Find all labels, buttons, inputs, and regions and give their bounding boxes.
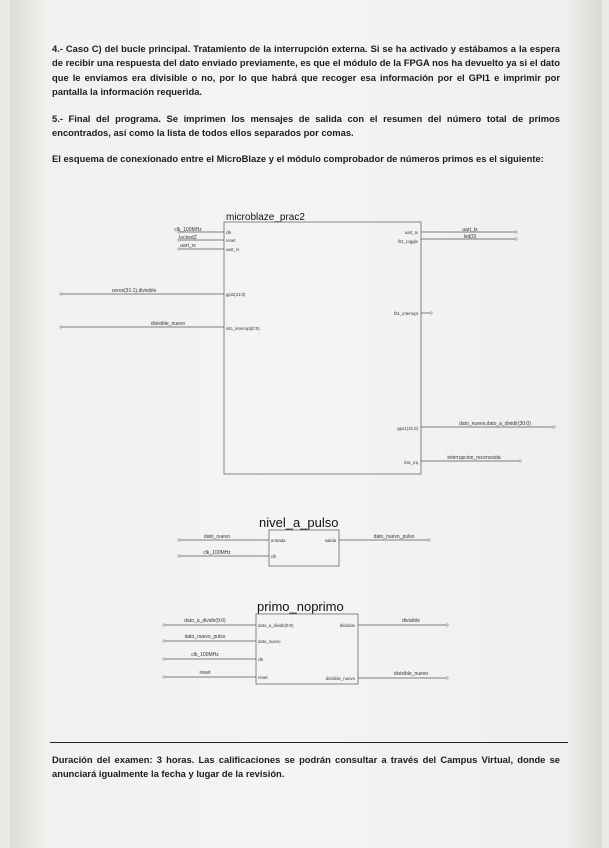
paragraph-program-end: 5.- Final del programa. Se imprimen los mensajes de salida con el resumen del número total de primos encontrados, así como la lista de todos ellos separados por comas. [52, 113, 560, 139]
signal-divisible-nuevo-out: divisible_nuevo [393, 671, 429, 677]
port-fit1-toggle: fit1_toggle [398, 239, 418, 244]
signal-clk-100mhz-nivel: clk_100MHz [203, 550, 231, 556]
signal-clk-100mhz: clk_100MHz [174, 227, 202, 233]
port-reset-primo: reset [258, 675, 268, 680]
port-uart-rx: uart_rx [226, 247, 240, 252]
port-fit1-interrupt: fit1_interrupt [394, 311, 418, 316]
port-clk: clk [226, 230, 232, 235]
paragraph-schematic-intro: El esquema de conexionado entre el MicroBlaze y el módulo comprobador de números primos es el siguiente: [52, 153, 544, 164]
exam-footer-note: Duración del examen: 3 horas. Las calificaciones se podrán consultar a través del Campus Virtual, donde se anunciará igualmente la fecha y lugar de la revisión. [52, 754, 560, 780]
signal-interrupcion-reconocida: interrupcion_reconocida [447, 455, 501, 461]
nivel-a-pulso-block [269, 530, 339, 566]
signal-dato-nuevo-pulso-in: dato_nuevo_pulso [184, 634, 226, 640]
port-salida: salida [324, 538, 336, 543]
port-gpi1: gpi1(31:0) [226, 292, 246, 297]
port-clk-primo: clk [258, 657, 264, 662]
footer-divider [50, 742, 568, 743]
signal-divisible: divisible [402, 618, 420, 624]
signal-led0: led(0) [463, 234, 477, 240]
port-divisible: divisible [339, 623, 355, 628]
port-intc-irq: intc_irq [404, 460, 418, 465]
signal-lockedz: lockedZ [179, 235, 197, 241]
signal-uart-rx: uart_rx [180, 243, 196, 249]
port-entrada: entrada [271, 538, 286, 543]
signal-reset: reset [199, 670, 211, 676]
nivel-a-pulso-title: nivel_a_pulso [259, 515, 339, 530]
microblaze-title: microblaze_prac2 [226, 212, 305, 223]
paragraph-case-c: 4.- Caso C) del bucle principal. Tratamiento de la interrupción externa. Si se ha activado y estábamos a la espera de recibir una respuesta del dato enviado previamente, es que el módulo de la FPGA nos ha devuelto ya si el dato que le enviamos era divisible o no, por lo que habrá que recoger esa información por el GPI1 e imprimir por pantalla la información requerida. [52, 43, 560, 98]
port-dato-a-dividir: dato_a_dividir(9:0) [258, 623, 294, 628]
signal-dato-nuevo-pulso: dato_nuevo_pulso [373, 534, 415, 540]
port-reset: reset [226, 238, 236, 243]
port-divisible-nuevo: divisible_nuevo [325, 676, 355, 681]
signal-dato-a-dividir: dato_a_dividir(9:0) [184, 618, 226, 624]
primo-noprimo-title: primo_noprimo [257, 599, 344, 614]
signal-clk-100mhz-primo: clk_100MHz [191, 652, 219, 658]
signal-divisible-nuevo: divisible_nuevo [150, 321, 186, 327]
signal-dato-nuevo: dato_nuevo [203, 534, 231, 540]
port-uart-tx: uart_tx [404, 230, 418, 235]
signal-dato-nuevo-dividir: dato_nuevo,dato_a_dividir(30:0) [459, 421, 531, 427]
microblaze-block [224, 222, 421, 474]
port-intc-interrupt: intc_interrupt(0:0) [226, 326, 260, 331]
port-dato-nuevo: dato_nuevo [258, 639, 281, 644]
signal-ceros-divisible: ceros(31:1),divisible [111, 288, 157, 294]
port-clk-nivel: clk [271, 554, 277, 559]
signal-uart-tx: uart_tx [462, 227, 478, 233]
port-gpo1: gpo1(31:0) [397, 426, 418, 431]
